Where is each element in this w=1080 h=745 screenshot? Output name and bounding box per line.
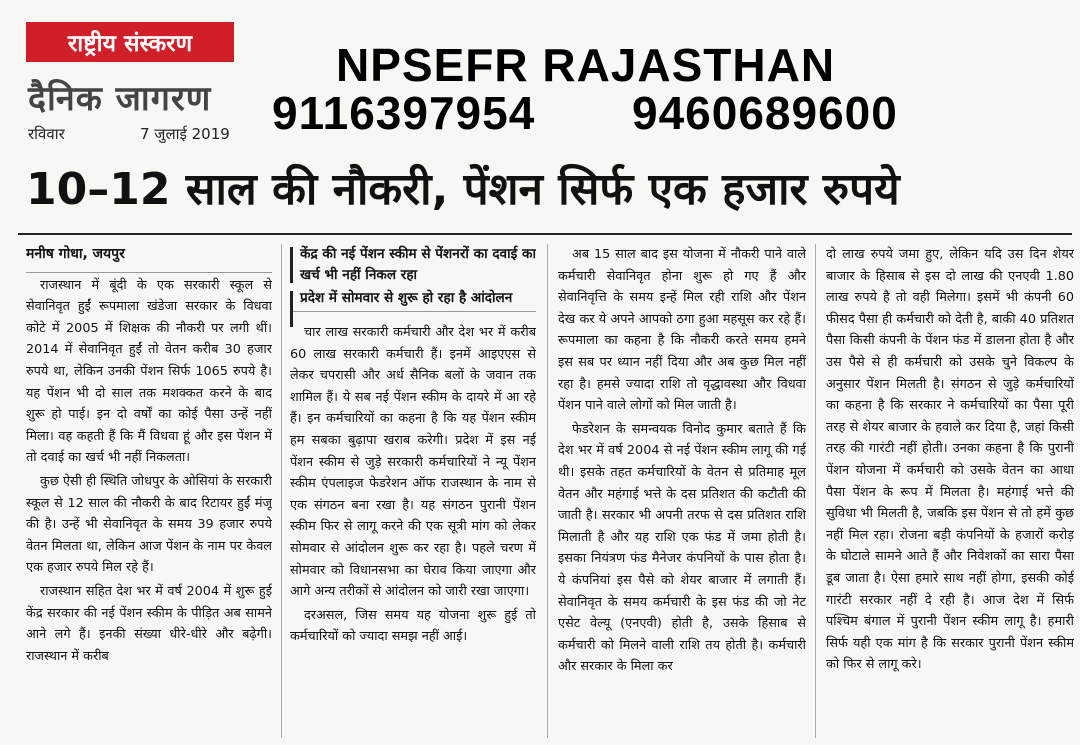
newspaper-logo: दैनिक जागरण <box>28 79 212 119</box>
phone-number-1: 9116397954 <box>272 87 536 139</box>
highlights-box <box>290 244 536 312</box>
dateline-date: 7 जुलाई 2019 <box>140 125 230 143</box>
article-headline: 10–12 साल की नौकरी, पेंशन सिर्फ एक हजार रुपये <box>26 164 900 215</box>
headline-divider <box>18 233 1072 235</box>
paragraph: अब 15 साल बाद इस योजना में नौकरी पाने वाले कर्मचारी सेवानिवृत होना शुरू हो गए हैं और सेवानिवृत्ति के समय इन्हें मिल रही राशि और पेंशन देख कर ये अपने आपको ठगा हुआ महसूस कर रहे हैं। रूपमाला का कहना है कि नौकरी करते समय हमने इस सब पर ध्यान नहीं दिया और अब कुछ मिल नहीं रहा है। हमसे ज्यादा राशि तो वृद्धावस्था और विधवा पेंशन पाने वाले लोगों को मिल जाती है। <box>558 247 806 414</box>
article-column-1 <box>26 244 272 740</box>
byline: मनीष गोधा, जयपुर <box>26 244 272 273</box>
article-column-4 <box>826 244 1074 740</box>
paragraph: दरअसल, जिस समय यह योजना शुरू हुई तो कर्मचारियों को ज्यादा समझ नहीं आई। <box>290 607 536 645</box>
article-column-3 <box>558 244 806 740</box>
article-column-2 <box>290 244 536 740</box>
paragraph: राजस्थान सहित देश भर में वर्ष 2004 में शुरू हुई केंद्र सरकार की नई पेंशन स्कीम के पीड़ित अब सामने आने लगे हैं। इनकी संख्या धीरे-धीरे और बढ़ेगी। राजस्थान में करीब <box>26 583 272 664</box>
highlight-item: प्रदेश में सोमवार से शुरू हो रहा है आंदोलन <box>290 288 536 309</box>
dateline-day: रविवार <box>28 125 65 143</box>
paragraph: दो लाख रुपये जमा हुए, लेकिन यदि उस दिन शेयर बाजार के हिसाब से इस दो लाख की एनएवी 1.80 लाख रुपये है तो वही मिलेगा। इसमें भी कंपनी 60 फीसद पैसा ही कर्मचारी को देती है, बाकी 40 प्रतिशत पैसा किसी कंपनी के पेंशन फंड में डालना होता है और उस पैसे से ही कर्मचारी को उसके चुने विकल्प के अनुसार पेंशन मिलती है। संगठन से जुड़े कर्मचारियों का कहना है कि सरकार ने कर्मचारियों का पैसा पूरी तरह से शेयर बाजार के हवाले कर दिया है, जहां किसी तरह की गारंटी नहीं होती। उनका कहना है कि पुरानी पेंशन योजना में कर्मचारी को उसके वेतन का आधा पैसा पेंशन के रूप में मिलता है। महंगाई भत्ते की सुविधा भी मिलती है, जबकि इस पेंशन से तो हमें कुछ नहीं मिल रहा। रोजना बड़ी कंपनियों के हजारों करोड़ के घोटाले सामने आते हैं और निवेशकों का सारा पैसा डूब जाता है। ऐसा हमारे साथ नहीं होगा, इसकी कोई गारंटी सरकार नहीं दे रही है। आज देश में सिर्फ पश्चिम बंगाल में पुरानी पेंशन स्कीम लागू है। हमारी सिर्फ यही एक मांग है कि सरकार पुरानी पेंशन स्कीम को फिर से लागू करे। <box>826 247 1074 673</box>
paragraph: राजस्थान में बूंदी के एक सरकारी स्कूल से सेवानिवृत हुईं रूपमाला खंडेजा सरकार के विधवा कोटे में 2005 में शिक्षक की नौकरी पर लगी थीं। 2014 में सेवानिवृत हुईं तो वेतन करीब 30 हजार रुपये था, लेकिन उनकी पेंशन सिर्फ 1065 रुपये है। यह पेंशन भी दो साल तक मशक्कत करने के बाद शुरू हो पाई। इन दो वर्षों का कोई पैसा उन्हें नहीं मिला। वह कहती हैं कि मैं विधवा हूं और इस पेंशन में तो दवाई का खर्च भी नहीं निकलता। <box>26 277 272 466</box>
column-divider <box>547 244 548 738</box>
paragraph: चार लाख सरकारी कर्मचारी और देश भर में करीब 60 लाख सरकारी कर्मचारी हैं। इनमें आइएएस से लेकर चपरासी और अर्ध सैनिक बलों के जवान तक शामिल हैं। ये सब नई पेंशन स्कीम के दायरे में आ रहे हैं। इन कर्मचारियों का कहना है कि यह पेंशन स्कीम हम सबका बुढ़ापा खराब करेगी। प्रदेश में इस नई पेंशन स्कीम से जुड़े सरकारी कर्मचारियों ने न्यू पेंशन स्कीम एंपलाइज फेडरेशन ऑफ राजस्थान के नाम से एक संगठन बना रखा है। यह संगठन पुरानी पेंशन स्कीम फिर से लागू करने की एक सूत्री मांग को लेकर सोमवार से आंदोलन शुरू कर रहा है। पहले चरण में सोमवार को विधानसभा का घेराव किया जाएगा और आगे अन्य तरीकों से आंदोलन को जारी रखा जाएगा। <box>290 325 536 600</box>
organization-name: NPSEFR RAJASTHAN <box>336 39 836 91</box>
paragraph: कुछ ऐसी ही स्थिति जोधपुर के ओसियां के सरकारी स्कूल से 12 साल की नौकरी के बाद रिटायर हुईं मंजू की है। उन्हें भी सेवानिवृत के समय 39 हजार रुपये वेतन मिलता था, लेकिन आज पेंशन के नाम पर केवल एक हजार रुपये मिल रहे हैं। <box>26 473 272 576</box>
column-divider <box>815 244 816 738</box>
edition-banner: राष्ट्रीय संस्करण <box>26 22 234 62</box>
highlight-item: केंद्र की नई पेंशन स्कीम से पेंशनरों का दवाई का खर्च भी नहीं निकल रहा <box>290 244 536 286</box>
paragraph: फेडरेशन के समन्वयक विनोद कुमार बताते हैं कि देश भर में वर्ष 2004 से नई पेंशन स्कीम लागू की गई थी। इसके तहत कर्मचारियों के वेतन से प्रतिमाह मूल वेतन और महंगाई भत्ते के दस प्रतिशत की कटौती की जाती है। सरकार भी अपनी तरफ से दस प्रतिशत राशि मिलाती है और यह राशि एक फंड में जमा होती है। इसका नियंत्रण फंड मैनेजर कंपनियों के पास होता है। ये कंपनियां इस पैसे को शेयर बाजार में लगाती हैं। सेवानिवृत के समय कर्मचारी के इस फंड की जो नेट एसेट वेल्यू (एनएवी) होती है, उसके हिसाब से कर्मचारी को मिलने वाली राशि तय होती है। कर्मचारी और सरकार के मिला कर <box>558 421 806 675</box>
column-divider <box>281 244 282 738</box>
phone-number-2: 9460689600 <box>632 87 898 139</box>
